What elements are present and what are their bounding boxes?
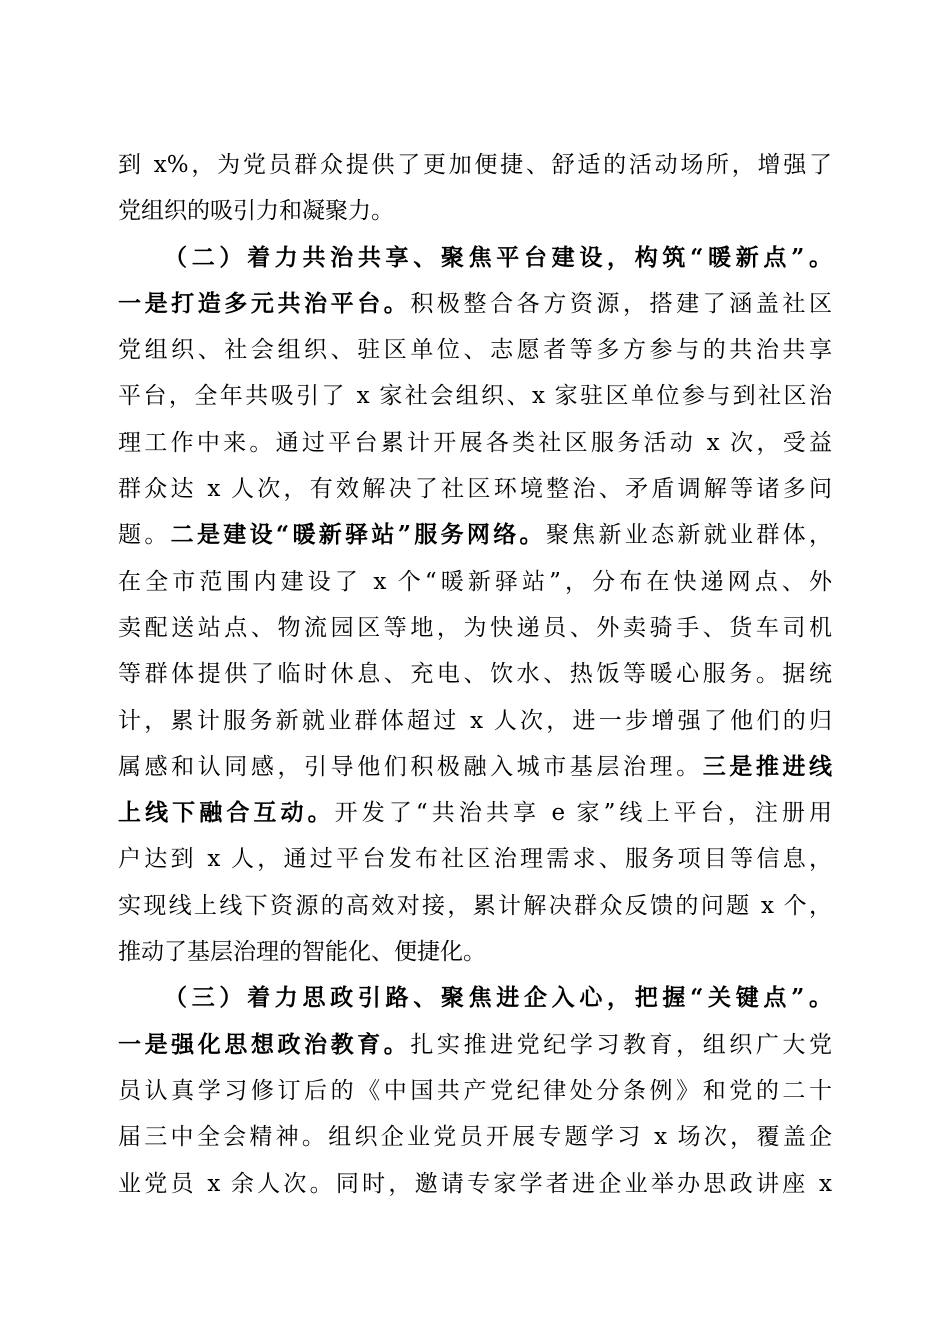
text-line xyxy=(118,142,832,188)
text-line xyxy=(118,327,832,373)
text-line xyxy=(118,373,832,419)
text-line xyxy=(118,651,832,697)
text-segment: 到 x%，为党员群众提供了更加便捷、舒适的活动场所，增强了 xyxy=(118,152,832,178)
text-line xyxy=(118,188,832,234)
text-line xyxy=(118,1161,832,1207)
text-line xyxy=(118,466,832,512)
text-segment: 计，累计服务新就业群体超过 x 人次，进一步增强了他们的归 xyxy=(118,707,832,734)
text-segment: 届三中全会精神。组织企业党员开展专题学习 x 场次，覆盖企 xyxy=(118,1124,832,1151)
text-line xyxy=(118,744,832,790)
bold-text-segment: 上线下融合互动。 xyxy=(118,799,335,827)
text-segment: 理工作中来。通过平台累计开展各类社区服务活动 x 次，受益 xyxy=(118,429,832,456)
bold-text-segment: （二）着力共治共享、聚焦平台建设，构筑“暖新点”。 xyxy=(164,243,832,271)
text-segment: 业党员 x 余人次。同时，邀请专家学者进企业举办思政讲座 x xyxy=(118,1170,832,1197)
bold-text-segment: 一是强化思想政治教育。 xyxy=(118,1030,411,1058)
text-segment: 户达到 x 人，通过平台发布社区治理需求、服务项目等信息， xyxy=(118,846,832,873)
text-segment: 积极整合各方资源，搭建了涵盖社区 xyxy=(410,290,833,317)
text-line xyxy=(118,698,832,744)
text-segment: 等群体提供了临时休息、充电、饮水、热饭等暖心服务。据统 xyxy=(118,661,832,688)
text-line xyxy=(118,790,832,836)
text-line xyxy=(118,1022,832,1068)
text-segment: 党组织、社会组织、驻区单位、志愿者等多方参与的共治共享 xyxy=(118,337,832,364)
text-segment: 扎实推进党纪学习教育，组织广大党 xyxy=(410,1031,833,1058)
text-line xyxy=(118,605,832,651)
text-segment: 实现线上线下资源的高效对接，累计解决群众反馈的问题 x 个， xyxy=(118,892,832,919)
bold-text-segment: 一是打造多元共治平台。 xyxy=(118,289,411,317)
text-line xyxy=(118,883,832,929)
text-line xyxy=(118,1068,832,1114)
bold-text-segment: 二是建设“暖新驿站”服务网络。 xyxy=(170,521,546,549)
text-segment: 属感和认同感，引导他们积极融入城市基层治理。 xyxy=(118,753,703,780)
text-segment: 题。 xyxy=(118,522,171,549)
text-segment: 在全市范围内建设了 x 个“暖新驿站”，分布在快递网点、外 xyxy=(118,568,832,595)
text-line xyxy=(118,235,832,281)
text-line xyxy=(118,836,832,882)
document-body xyxy=(118,142,832,1207)
text-line xyxy=(118,929,832,975)
text-segment: 开发了“共治共享 e 家”线上平台，注册用 xyxy=(334,800,833,827)
text-segment: 平台，全年共吸引了 x 家社会组织、x 家驻区单位参与到社区治 xyxy=(118,383,832,410)
text-line xyxy=(118,512,832,558)
text-segment: 聚焦新业态新就业群体， xyxy=(545,522,833,549)
text-segment: 卖配送站点、物流园区等地，为快递员、外卖骑手、货车司机 xyxy=(118,614,832,641)
text-line xyxy=(118,975,832,1021)
text-line xyxy=(118,559,832,605)
bold-text-segment: 三是推进线 xyxy=(702,752,833,780)
text-segment: 推动了基层治理的智能化、便捷化。 xyxy=(118,939,486,966)
text-line xyxy=(118,420,832,466)
text-segment: 群众达 x 人次，有效解决了社区环境整治、矛盾调解等诸多问 xyxy=(118,476,832,503)
text-segment: 员认真学习修订后的《中国共产党纪律处分条例》和党的二十 xyxy=(118,1077,832,1104)
text-line xyxy=(118,281,832,327)
text-line xyxy=(118,1114,832,1160)
bold-text-segment: （三）着力思政引路、聚焦进企入心，把握“关键点”。 xyxy=(164,984,832,1012)
text-segment: 党组织的吸引力和凝聚力。 xyxy=(118,198,394,225)
